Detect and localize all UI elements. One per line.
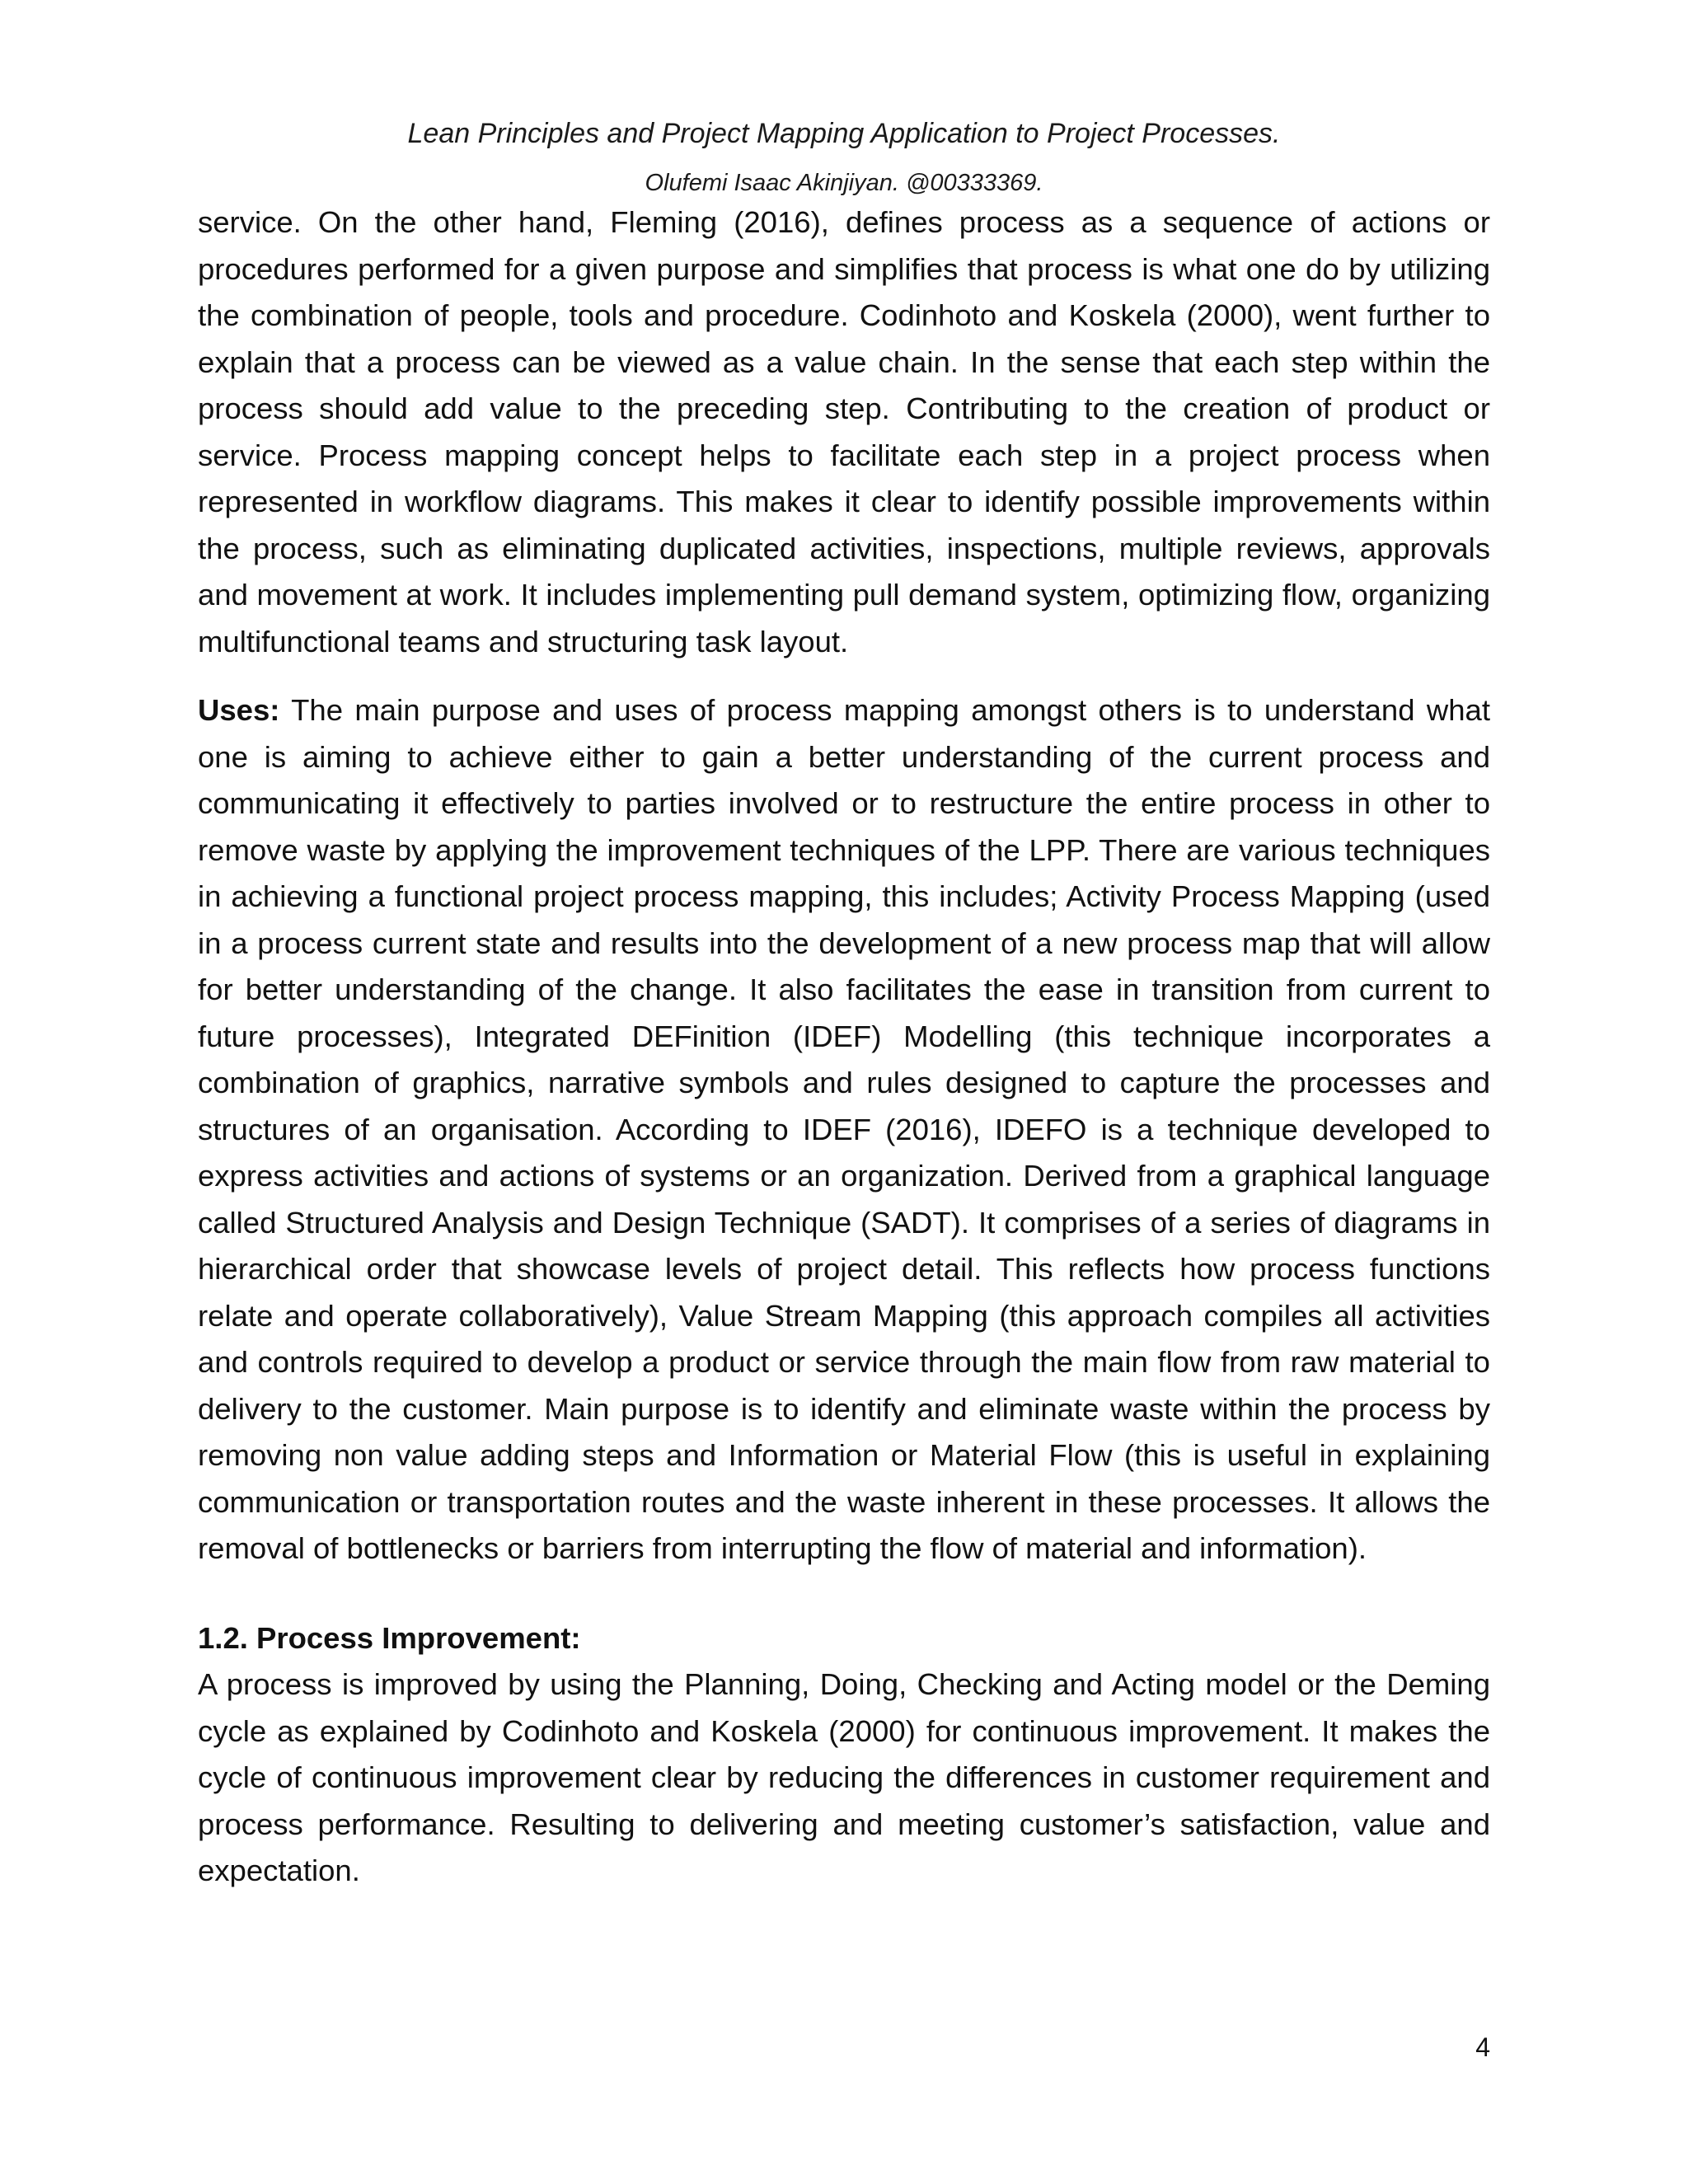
body-text xyxy=(198,199,1490,1895)
paragraph-process-definition: service. On the other hand, Fleming (2016), defines process as a sequence of actions or procedures performed for a given purpose and simplifies that process is what one do by utilizing the combination of people, tools and procedure. Codinhoto and Koskela (2000), went further to explain that a process can be viewed as a value chain. In the sense that each step within the process should add value to the preceding step. Contributing to the creation of product or service. Process mapping concept helps to facilitate each step in a project process when represented in workflow diagrams. This makes it clear to identify possible improvements within the process, such as eliminating duplicated activities, inspections, multiple reviews, approvals and movement at work. It includes implementing pull demand system, optimizing flow, organizing multifunctional teams and structuring task layout. xyxy=(198,205,1490,658)
running-header-author: Olufemi Isaac Akinjiyan. @00333369. xyxy=(645,170,1043,196)
uses-text: The main purpose and uses of process mapping amongst others is to understand what one is aiming to achieve either to gain a better understanding of the current process and communicating it effectively to parties involved or to restructure the entire process in other to remove waste by applying the improvement techniques of the LPP. There are various techniques in achieving a functional project process mapping, this includes; Activity Process Mapping (used in a process current state and results into the development of a new process map that will allow for better understanding of the change. It also facilitates the ease in transition from current to future processes), Integrated DEFinition (IDEF) Modelling (this technique incorporates a combination of graphics, narrative symbols and rules designed to capture the processes and structures of an organisation. According to IDEF (2016), IDEFO is a technique developed to express activities and actions of systems or an organization. Derived from a graphical language called Structured Analysis and Design Technique (SADT). It comprises of a series of diagrams in hierarchical order that showcase levels of project detail. This reflects how process functions relate and operate collaboratively), Value Stream Mapping (this approach compiles all activities and controls required to develop a product or service through the main flow from raw material to delivery to the customer. Main purpose is to identify and eliminate waste within the process by removing non value adding steps and Information or Material Flow (this is useful in explaining communication or transportation routes and the waste inherent in these processes. It allows the removal of bottlenecks or barriers from interrupting the flow of material and information). xyxy=(198,693,1490,1565)
paragraph-uses xyxy=(198,687,1490,1572)
section-heading-process-improvement: 1.2. Process Improvement: xyxy=(198,1620,581,1655)
page-number: 4 xyxy=(1475,2032,1490,2062)
paragraph-process-improvement: A process is improved by using the Planning, Doing, Checking and Acting model or the Deming cycle as explained by Codinhoto and Koskela (2000) for continuous improvement. It makes the cycle of continuous improvement clear by reducing the differences in customer requirement and process performance. Resulting to delivering and meeting customer’s satisfaction, value and expectation. xyxy=(198,1667,1490,1887)
uses-label: Uses: xyxy=(198,693,280,727)
running-header-title: Lean Principles and Project Mapping Application to Project Processes. xyxy=(407,118,1281,149)
